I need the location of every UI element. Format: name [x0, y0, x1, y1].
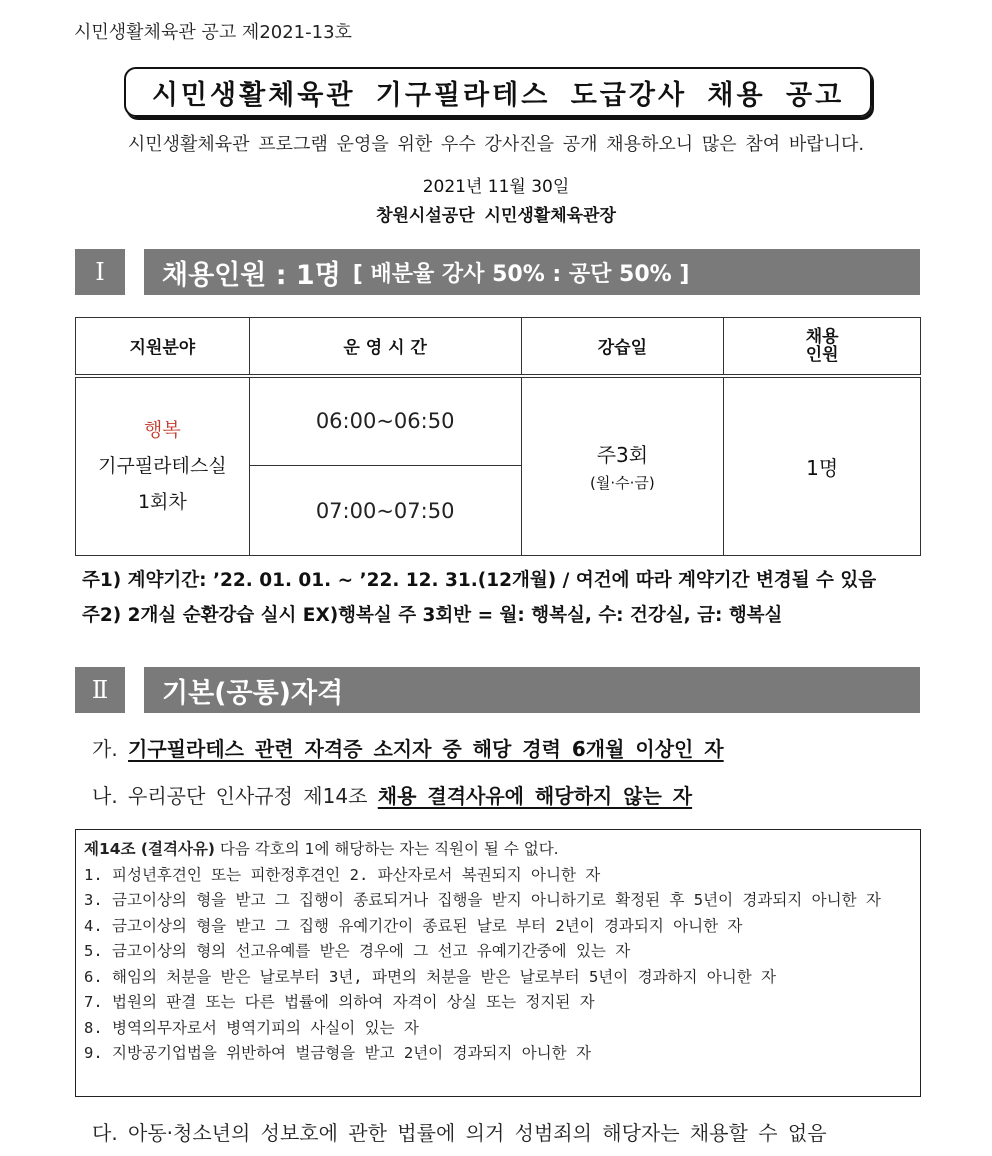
- header-count-line1: 채용: [805, 326, 839, 347]
- qualification-ga: [92, 733, 724, 762]
- cell-time-1: 06:00~06:50: [249, 376, 521, 466]
- law-heading-rest: 다음 각호의 1에 해당하는 자는 직원이 될 수 없다.: [214, 840, 559, 858]
- document-title: 시민생활체육관 기구필라테스 도급강사 채용 공고: [124, 67, 872, 117]
- field-highlight: 행복: [144, 419, 181, 442]
- header-count: [724, 318, 921, 376]
- law-item-3: 3. 금고이상의 형을 받고 그 집행이 종료되거나 집행을 받지 아니하기로 확정된 후 5년이 경과되지 아니한 자: [84, 891, 881, 909]
- recruitment-table: [75, 317, 921, 556]
- section1-number: Ⅰ: [75, 249, 125, 295]
- section2-title: 기본(공통)자격: [162, 677, 344, 709]
- qualification-na-text: 채용 결격사유에 해당하지 않는 자: [377, 784, 693, 808]
- law-item-7: 7. 법원의 판결 또는 다른 법률에 의하여 자격이 상실 또는 정지된 자: [84, 993, 595, 1011]
- law-item-8: 8. 병역의무자로서 병역기피의 사실이 있는 자: [84, 1018, 419, 1037]
- law-heading: 제14조 (결격사유): [84, 840, 215, 858]
- law-heading-line: [84, 837, 912, 863]
- header-hours: 운 영 시 간: [249, 318, 521, 376]
- qualification-na-prefix: 나. 우리공단 인사규정 제14조: [92, 784, 368, 808]
- law-item-4: 4. 금고이상의 형을 받고 그 집행 유예기간이 종료된 날로 부터 2년이 경과되지 아니한 자: [84, 916, 743, 935]
- law-item-6: 6. 해임의 처분을 받은 날로부터 3년, 파면의 처분을 받은 날로부터 5년이 경과하지 아니한 자: [84, 967, 777, 986]
- qualification-ga-text: 기구필라테스 관련 자격증 소지자 중 해당 경력 6개월 이상인 자: [128, 737, 724, 761]
- law-item-1: 1. 피성년후견인 또는 피한정후견인 2. 파산자로서 복권되지 아니한 자: [84, 865, 601, 884]
- section1-title: 채용인원 : 1명: [162, 259, 341, 291]
- header-field: 지원분야: [76, 318, 250, 376]
- note-2: 주2) 2개실 순환강습 실시 EX)행복실 주 3회반 = 월: 행복실, 수: 건강실, 금: 행복실: [82, 605, 783, 626]
- days-value: 주3회: [596, 443, 649, 468]
- field-session: 1회차: [137, 491, 187, 514]
- section2-header: [144, 667, 920, 713]
- days-detail: (월·수·금): [590, 474, 655, 493]
- cell-field: [76, 376, 250, 556]
- section2-number: Ⅱ: [75, 667, 125, 713]
- intro-text: 시민생활체육관 프로그램 운영을 위한 우수 강사진을 공개 채용하오니 많은 참여 바랍니다.: [127, 134, 865, 155]
- header-days: 강습일: [521, 318, 724, 376]
- disqualification-box: [75, 829, 921, 1097]
- law-item-9: 9. 지방공기업법을 위반하여 벌금형을 받고 2년이 경과되지 아니한 자: [84, 1044, 591, 1062]
- header-count-line2: 인원: [805, 344, 839, 365]
- table-row: [76, 376, 921, 466]
- field-room: 기구필라테스실: [98, 455, 227, 478]
- note-1: 주1) 계약기간: ’22. 01. 01. ~ ’22. 12. 31.(12개월) / 여건에 따라 계약기간 변경될 수 있음: [82, 570, 877, 591]
- law-item-5: 5. 금고이상의 형의 선고유예를 받은 경우에 그 선고 유예기간중에 있는 자: [84, 942, 631, 960]
- section1-subtitle: [ 배분율 강사 50% : 공단 50% ]: [352, 261, 690, 287]
- notice-number: 시민생활체육관 공고 제2021-13호: [74, 22, 352, 43]
- organization-name: 창원시설공단 시민생활체육관장: [376, 206, 616, 226]
- notice-date: 2021년 11월 30일: [422, 177, 570, 197]
- qualification-da: 다. 아동·청소년의 성보호에 관한 법률에 의거 성범죄의 해당자는 채용할 수 없음: [92, 1121, 827, 1145]
- qualification-ga-prefix: 가.: [92, 737, 118, 761]
- section1-header: [144, 249, 920, 295]
- cell-days: [521, 376, 724, 556]
- table-header-row: [76, 318, 921, 376]
- cell-time-2: 07:00~07:50: [249, 466, 521, 556]
- qualification-na: [92, 780, 692, 809]
- cell-count: 1명: [724, 376, 921, 556]
